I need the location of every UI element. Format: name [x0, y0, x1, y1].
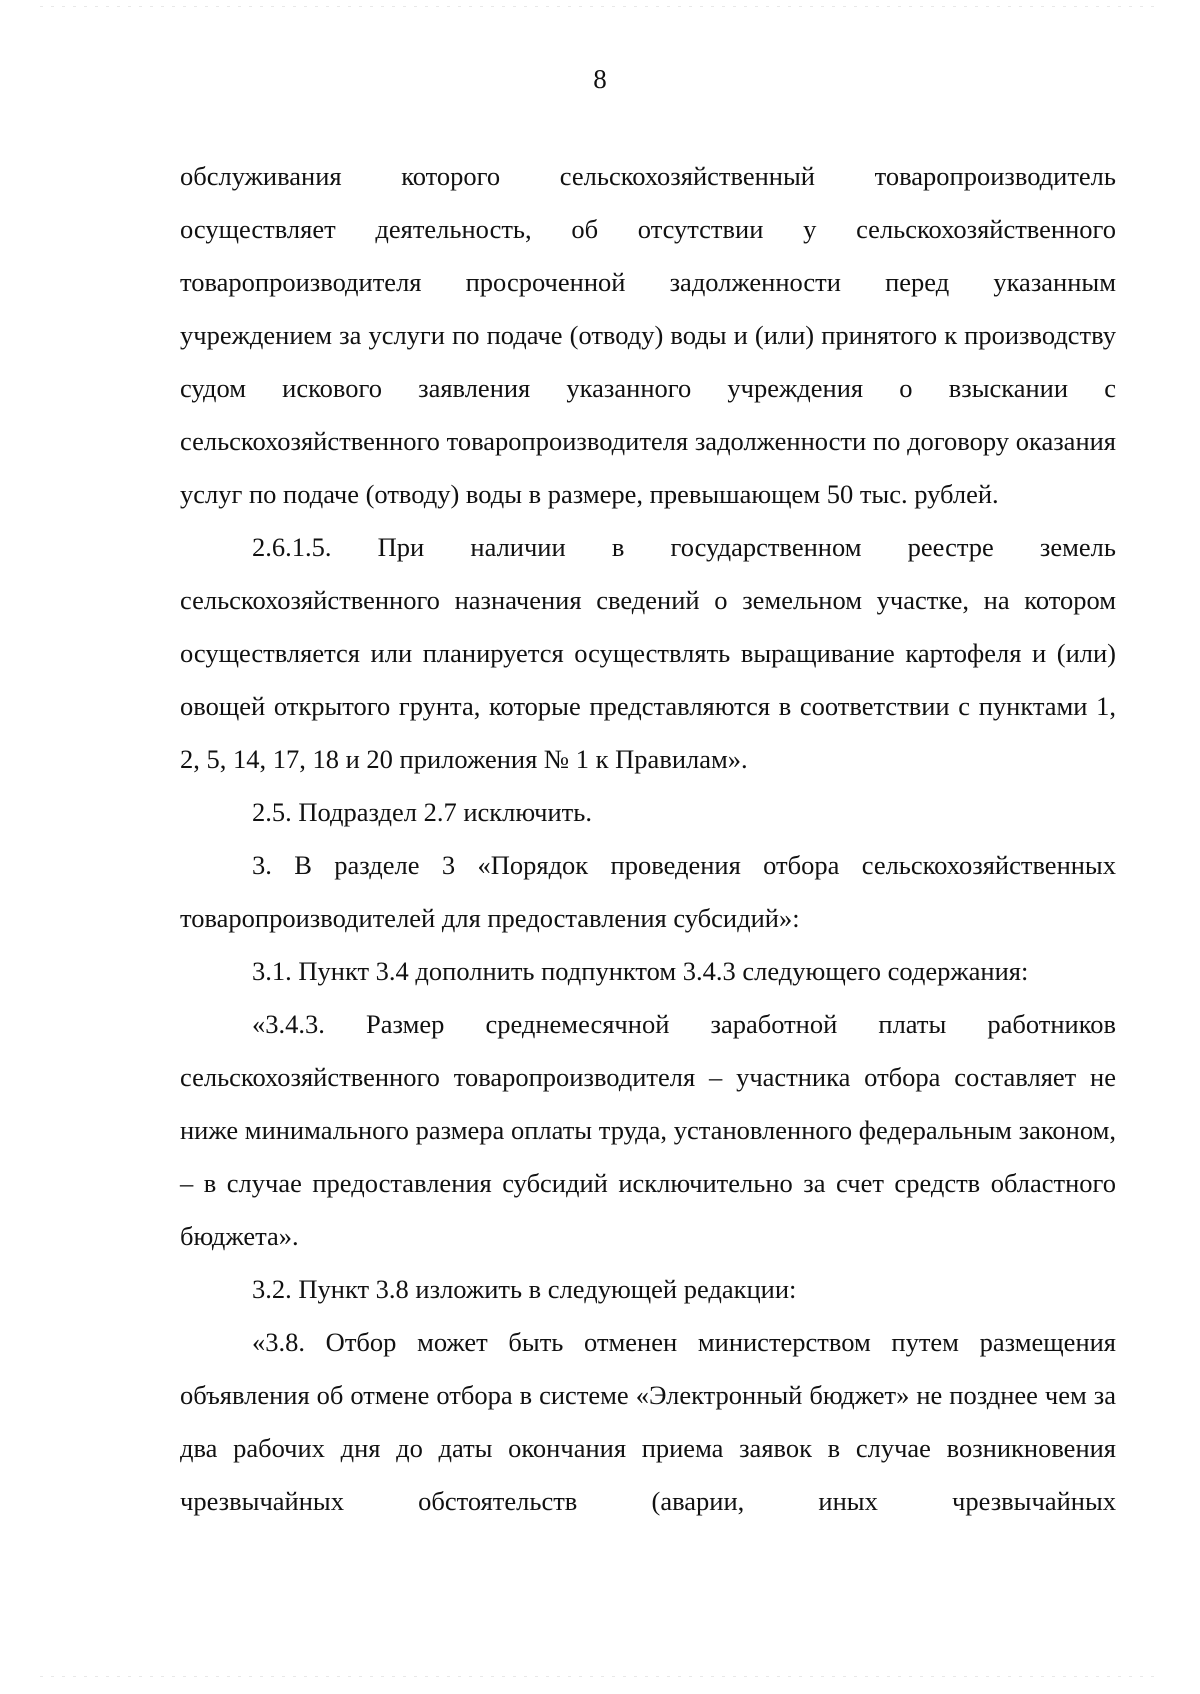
scan-edge-noise-bottom — [40, 1676, 1160, 1677]
paragraph-2-6-1-5: 2.6.1.5. При наличии в государственном реестре земель сельскохозяйственного назначения сведений о земельном участке, на котором осуществляется или планируется осуществлять выращивание картофеля и (или) овощей открытого грунта, которые представляются в соответствии с пунктами 1, 2, 5, 14, 17, 18 и 20 приложения № 1 к Правилам». — [180, 532, 1116, 774]
paragraph-3-4-3: «3.4.3. Размер среднемесячной заработной платы работников сельскохозяйственного товаропроизводителя – участника отбора составляет не ниже минимального размера оплаты труда, установленного федеральным законом, – в случае предоставления субсидий исключительно за счет средств областного бюджета». — [180, 1009, 1116, 1251]
paragraph-2-5: 2.5. Подраздел 2.7 исключить. — [252, 797, 592, 827]
scan-edge-noise-top — [40, 6, 1160, 7]
paragraph-continuation: обслуживания которого сельскохозяйственный товаропроизводитель осуществляет деятельность, об отсутствии у сельскохозяйственного товаропроизводителя просроченной задолженности перед указанным учреждением за услуги по подаче (отводу) воды и (или) принятого к производству судом искового заявления указанного учреждения о взыскании с сельскохозяйственного товаропроизводителя задолженности по договору оказания услуг по подаче (отводу) воды в размере, превышающем 50 тыс. рублей. — [180, 161, 1116, 509]
paragraph-3-8: «3.8. Отбор может быть отменен министерством путем размещения объявления об отмене отбора в системе «Электронный бюджет» не позднее чем за два рабочих дня до даты окончания приема заявок в случае возникновения чрезвычайных обстоятельств (аварии, иных чрезвычайных — [180, 1327, 1116, 1516]
document-body — [180, 150, 1116, 1528]
paragraph-3-1: 3.1. Пункт 3.4 дополнить подпунктом 3.4.3 следующего содержания: — [252, 956, 1029, 986]
page-number: 8 — [593, 64, 607, 94]
paragraph-section-3: 3. В разделе 3 «Порядок проведения отбора сельскохозяйственных товаропроизводителей для предоставления субсидий»: — [180, 850, 1116, 933]
paragraph-3-2: 3.2. Пункт 3.8 изложить в следующей редакции: — [252, 1274, 797, 1304]
